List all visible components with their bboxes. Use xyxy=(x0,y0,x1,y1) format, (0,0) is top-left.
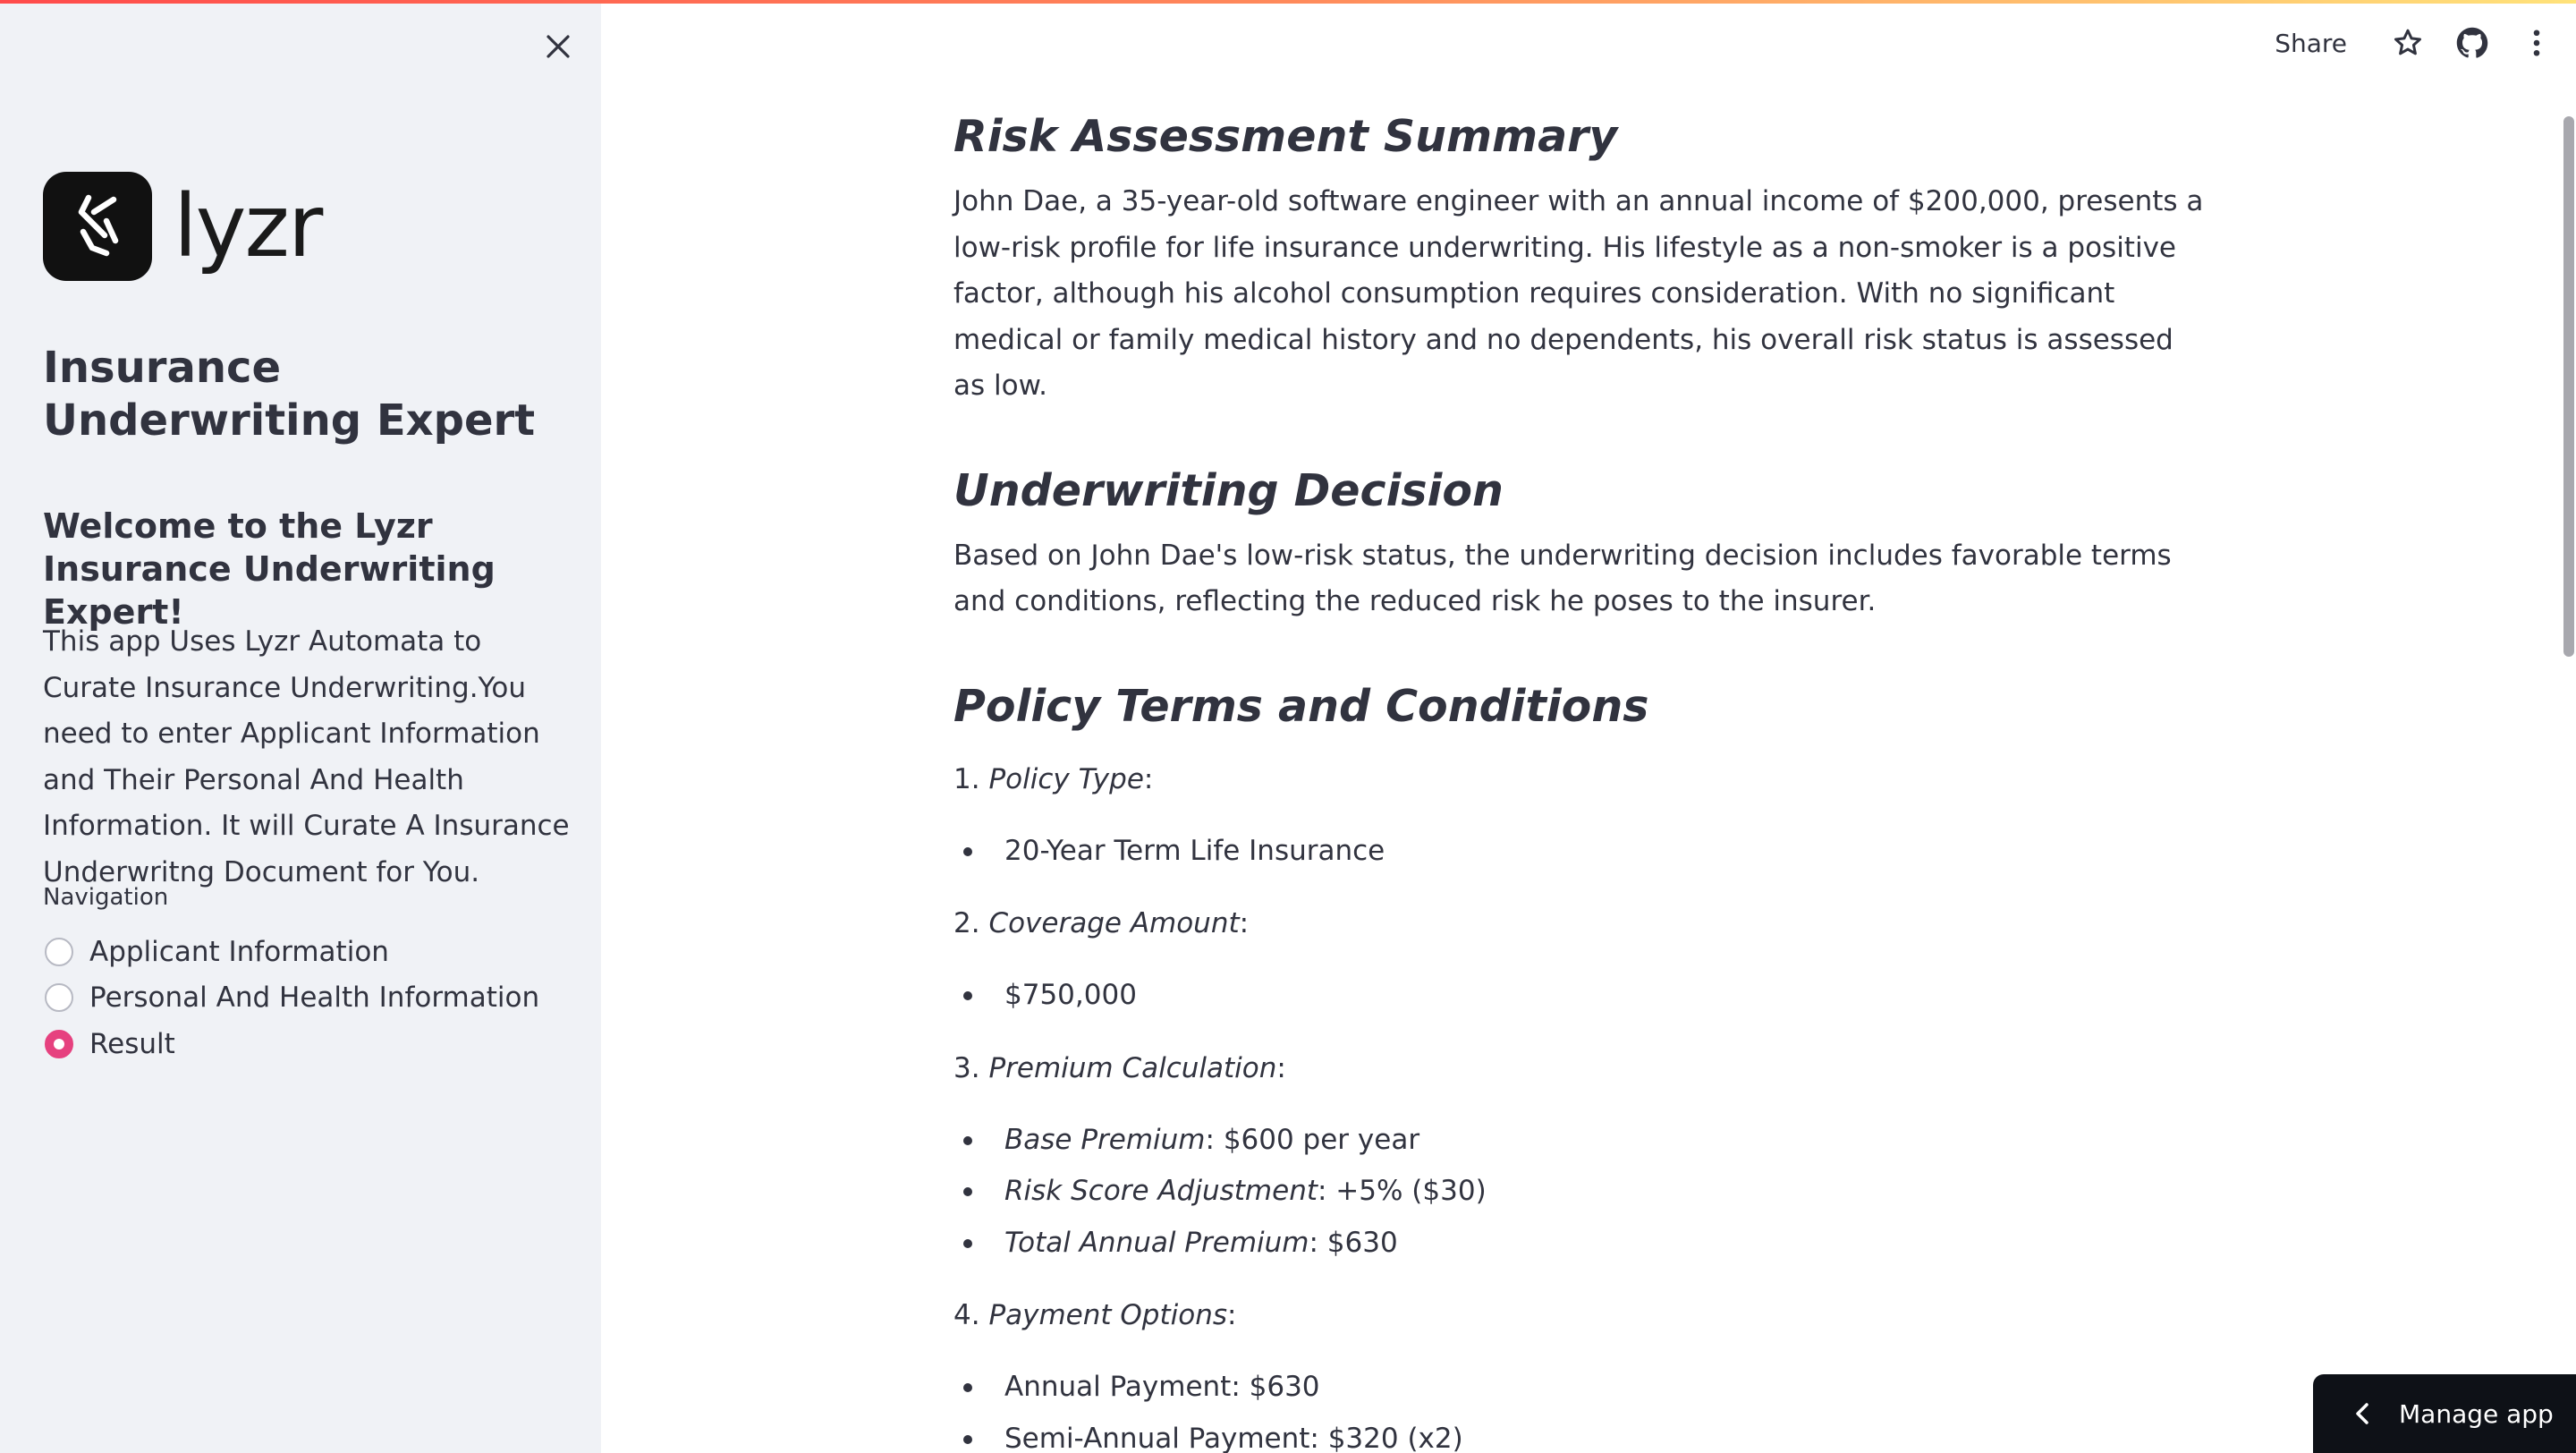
navigation-radio-group xyxy=(45,929,539,1067)
item-suffix: : xyxy=(1143,762,1154,795)
item-title: Policy Type xyxy=(988,762,1144,795)
policy-item-heading xyxy=(953,756,2206,803)
lyzr-logo xyxy=(43,172,321,281)
item-suffix: : xyxy=(1227,1299,1237,1331)
policy-item-list xyxy=(953,970,2206,1022)
nav-option-personal-health[interactable] xyxy=(45,975,539,1022)
chevron-left-icon xyxy=(2352,1402,2372,1425)
radio-label: Applicant Information xyxy=(89,935,389,968)
risk-assessment-text: John Dae, a 35-year-old software engineer with an annual income of $200,000, presents a low-risk profile for life insurance underwriting. His lifestyle as a non-smoker is a positive factor, although his alcohol consumption requires consideration. With no significant medical or family medical history and no dependents, his overall risk status is assessed as low. xyxy=(953,185,2204,402)
policy-item-heading xyxy=(953,1292,2206,1338)
main-content xyxy=(953,107,2206,1453)
nav-option-result[interactable] xyxy=(45,1021,539,1067)
item-text: 20-Year Term Life Insurance xyxy=(1004,834,1385,867)
radio-dot xyxy=(54,1039,64,1049)
item-term: Base Premium xyxy=(1004,1123,1206,1156)
item-number: 1. xyxy=(953,762,989,795)
app-description: This app Uses Lyzr Automata to Curate Insurance Underwriting.You need to enter Applicant Information and Their Personal And Health Information. It will Curate A Insurance Underwritng Document for You. xyxy=(43,625,570,888)
radio-button[interactable] xyxy=(45,938,73,966)
policy-item-list xyxy=(953,826,2206,878)
underwriting-decision-text: Based on John Dae's low-risk status, the underwriting decision includes favorable terms and conditions, reflecting the reduced risk he poses to the insurer. xyxy=(953,539,2172,617)
list-item xyxy=(953,1414,2206,1453)
top-decoration-bar xyxy=(0,0,2576,4)
policy-item-list xyxy=(953,1362,2206,1453)
sidebar xyxy=(0,0,601,1453)
manage-app-button[interactable] xyxy=(2313,1374,2576,1453)
policy-terms-heading: Policy Terms and Conditions xyxy=(953,680,1649,732)
item-suffix: : xyxy=(1239,907,1250,939)
list-item xyxy=(953,1218,2206,1270)
main-menu-button[interactable] xyxy=(2512,18,2562,68)
item-text: : +5% ($30) xyxy=(1318,1175,1487,1207)
close-icon xyxy=(545,33,572,60)
policy-item-list xyxy=(953,1115,2206,1270)
item-number: 4. xyxy=(953,1299,989,1331)
github-icon xyxy=(2456,27,2488,59)
close-sidebar-button[interactable] xyxy=(537,25,580,68)
item-text: : $600 per year xyxy=(1205,1123,1420,1156)
header-toolbar xyxy=(2275,18,2576,68)
main-scrollbar[interactable] xyxy=(2562,116,2576,657)
list-item xyxy=(953,1115,2206,1167)
app-title: Insurance Underwriting Expert xyxy=(43,343,536,446)
item-suffix: : xyxy=(1276,1051,1286,1084)
item-text: $750,000 xyxy=(1004,979,1137,1011)
policy-item-heading xyxy=(953,900,2206,947)
kebab-menu-icon xyxy=(2521,27,2553,59)
item-text: Semi-Annual Payment: $320 (x2) xyxy=(1004,1422,1463,1453)
lyzr-logo-mark xyxy=(43,172,152,281)
radio-label: Result xyxy=(89,1027,175,1060)
item-text: : $630 xyxy=(1309,1226,1398,1259)
item-title: Premium Calculation xyxy=(988,1051,1277,1084)
radio-button[interactable] xyxy=(45,983,73,1012)
list-item xyxy=(953,1166,2206,1218)
list-item xyxy=(953,970,2206,1022)
github-button[interactable] xyxy=(2447,18,2497,68)
item-title: Coverage Amount xyxy=(988,907,1240,939)
lyzr-mark-icon xyxy=(62,191,133,262)
item-number: 2. xyxy=(953,907,989,939)
share-button[interactable]: Share xyxy=(2275,28,2347,58)
policy-item-heading xyxy=(953,1045,2206,1092)
list-item xyxy=(953,1362,2206,1414)
item-term: Total Annual Premium xyxy=(1004,1226,1309,1259)
risk-assessment-heading: Risk Assessment Summary xyxy=(953,111,1618,162)
item-title: Payment Options xyxy=(988,1299,1228,1331)
underwriting-decision-heading: Underwriting Decision xyxy=(953,464,1504,516)
star-button[interactable] xyxy=(2383,18,2433,68)
navigation-label: Navigation xyxy=(43,884,169,911)
radio-label: Personal And Health Information xyxy=(89,981,540,1015)
nav-option-applicant-information[interactable] xyxy=(45,929,539,975)
list-item xyxy=(953,826,2206,878)
item-term: Risk Score Adjustment xyxy=(1004,1175,1318,1207)
manage-app-label: Manage app xyxy=(2399,1398,2554,1429)
scrollbar-thumb[interactable] xyxy=(2563,116,2574,657)
radio-button-selected[interactable] xyxy=(45,1030,73,1058)
star-icon xyxy=(2392,27,2424,59)
item-text: Annual Payment: $630 xyxy=(1004,1371,1320,1403)
item-number: 3. xyxy=(953,1051,989,1084)
logo-wordmark: lyzr xyxy=(174,176,322,276)
welcome-heading: Welcome to the Lyzr Insurance Underwriting Expert! xyxy=(43,506,496,632)
